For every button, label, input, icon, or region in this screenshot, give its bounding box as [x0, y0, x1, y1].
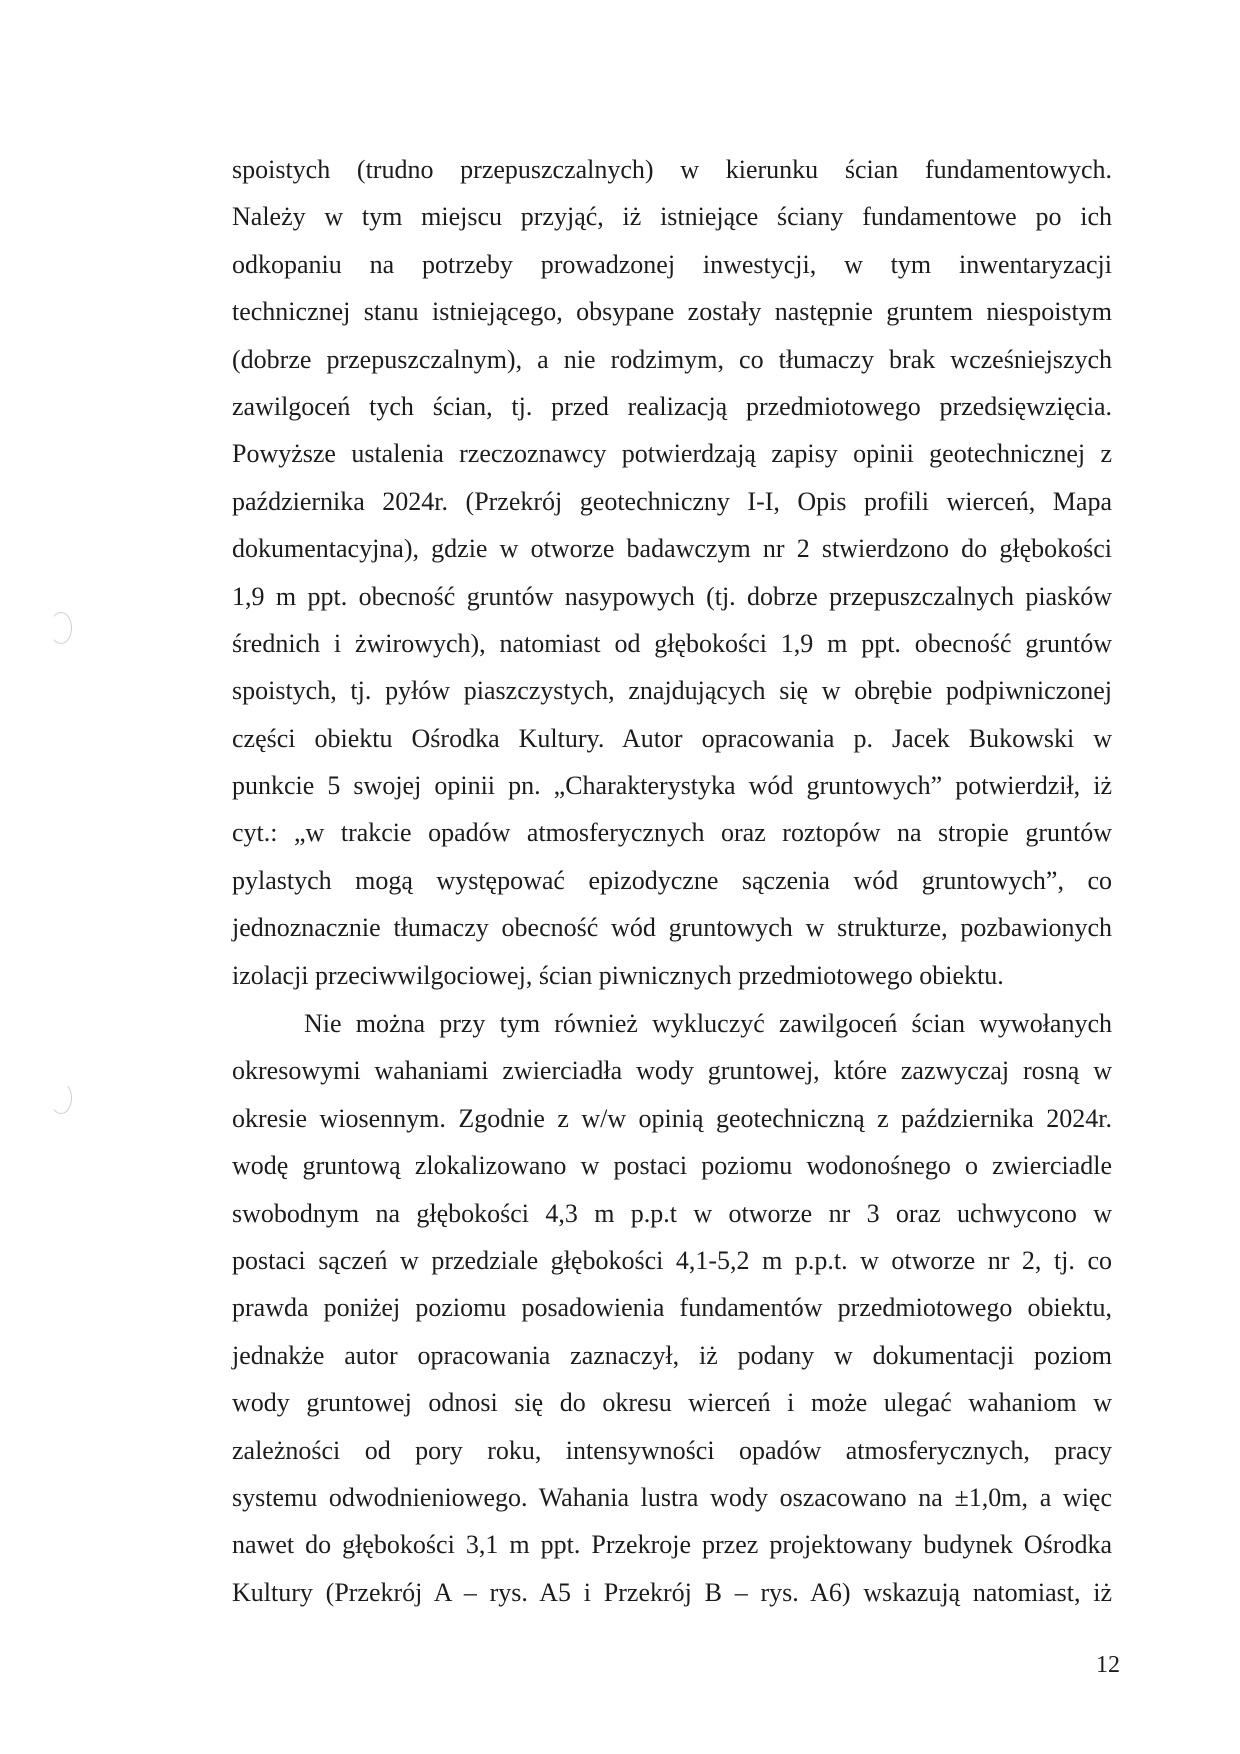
text-line: Nie można przy tym również wykluczyć zawilgoceń ścian wywołanych: [304, 1009, 1112, 1038]
text-line: nawet do głębokości 3,1 m ppt. Przekroje przez projektowany budynek Ośrodka: [232, 1530, 1112, 1560]
text-line: jednakże autor opracowania zaznaczył, iż podany w dokumentacji poziom: [232, 1340, 1112, 1370]
text-line: okresowymi wahaniami zwierciadła wody gruntowej, które zazwyczaj rosną w: [232, 1056, 1112, 1086]
punch-hole-mark: [50, 1082, 72, 1114]
punch-hole-mark: [50, 612, 72, 644]
text-line: swobodnym na głębokości 4,3 m p.p.t w otworze nr 3 oraz uchwycono w: [232, 1198, 1112, 1228]
text-line: średnich i żwirowych), natomiast od głębokości 1,9 m ppt. obecność gruntów: [232, 628, 1112, 658]
text-line: wodę gruntową zlokalizowano w postaci poziomu wodonośnego o zwierciadle: [232, 1151, 1112, 1181]
text-line: pylastych mogą występować epizodyczne sączenia wód gruntowych”, co: [232, 865, 1112, 895]
paragraph-2: [232, 1000, 1112, 1616]
text-line: postaci sączeń w przedziale głębokości 4,1-5,2 m p.p.t. w otworze nr 2, tj. co: [232, 1245, 1112, 1275]
text-line: systemu odwodnieniowego. Wahania lustra wody oszacowano na ±1,0m, a więc: [232, 1482, 1112, 1512]
text-line: izolacji przeciwwilgociowej, ścian piwnicznych przedmiotowego obiektu.: [232, 960, 1004, 990]
text-line: Powyższe ustalenia rzeczoznawcy potwierdzają zapisy opinii geotechnicznej z: [232, 439, 1112, 469]
paragraph-1: [232, 146, 1112, 999]
text-line: Kultury (Przekrój A – rys. A5 i Przekrój B – rys. A6) wskazują natomiast, iż: [232, 1577, 1112, 1607]
text-line: 1,9 m ppt. obecność gruntów nasypowych (tj. dobrze przepuszczalnych piasków: [232, 581, 1112, 611]
text-line: punkcie 5 swojej opinii pn. „Charakterystyka wód gruntowych” potwierdził, iż: [232, 771, 1112, 801]
text-line: technicznej stanu istniejącego, obsypane zostały następnie gruntem niespoistym: [232, 297, 1112, 327]
text-line: dokumentacyjna), gdzie w otworze badawczym nr 2 stwierdzono do głębokości: [232, 534, 1112, 564]
text-line: Należy w tym miejscu przyjąć, iż istniejące ściany fundamentowe po ich: [232, 202, 1112, 232]
text-line: spoistych, tj. pyłów piaszczystych, znajdujących się w obrębie podpiwniczonej: [232, 676, 1112, 706]
text-line: części obiektu Ośrodka Kultury. Autor opracowania p. Jacek Bukowski w: [232, 723, 1112, 753]
text-line: jednoznacznie tłumaczy obecność wód gruntowych w strukturze, pozbawionych: [232, 913, 1112, 943]
text-line: wody gruntowej odnosi się do okresu wierceń i może ulegać wahaniom w: [232, 1388, 1112, 1418]
text-line: spoistych (trudno przepuszczalnych) w kierunku ścian fundamentowych.: [232, 155, 1112, 184]
text-line: okresie wiosennym. Zgodnie z w/w opinią geotechniczną z października 2024r.: [232, 1103, 1112, 1133]
text-line: zależności od pory roku, intensywności opadów atmosferycznych, pracy: [232, 1435, 1112, 1465]
text-line: odkopaniu na potrzeby prowadzonej inwestycji, w tym inwentaryzacji: [232, 249, 1112, 279]
text-line: prawda poniżej poziomu posadowienia fundamentów przedmiotowego obiektu,: [232, 1293, 1112, 1323]
text-line: cyt.: „w trakcie opadów atmosferycznych oraz roztopów na stropie gruntów: [232, 818, 1112, 848]
page-number: 12: [1096, 1652, 1120, 1678]
text-line: (dobrze przepuszczalnym), a nie rodzimym, co tłumaczy brak wcześniejszych: [232, 344, 1112, 374]
text-line: października 2024r. (Przekrój geotechniczny I-I, Opis profili wierceń, Mapa: [232, 486, 1112, 516]
text-line: zawilgoceń tych ścian, tj. przed realizacją przedmiotowego przedsięwzięcia.: [232, 391, 1112, 421]
